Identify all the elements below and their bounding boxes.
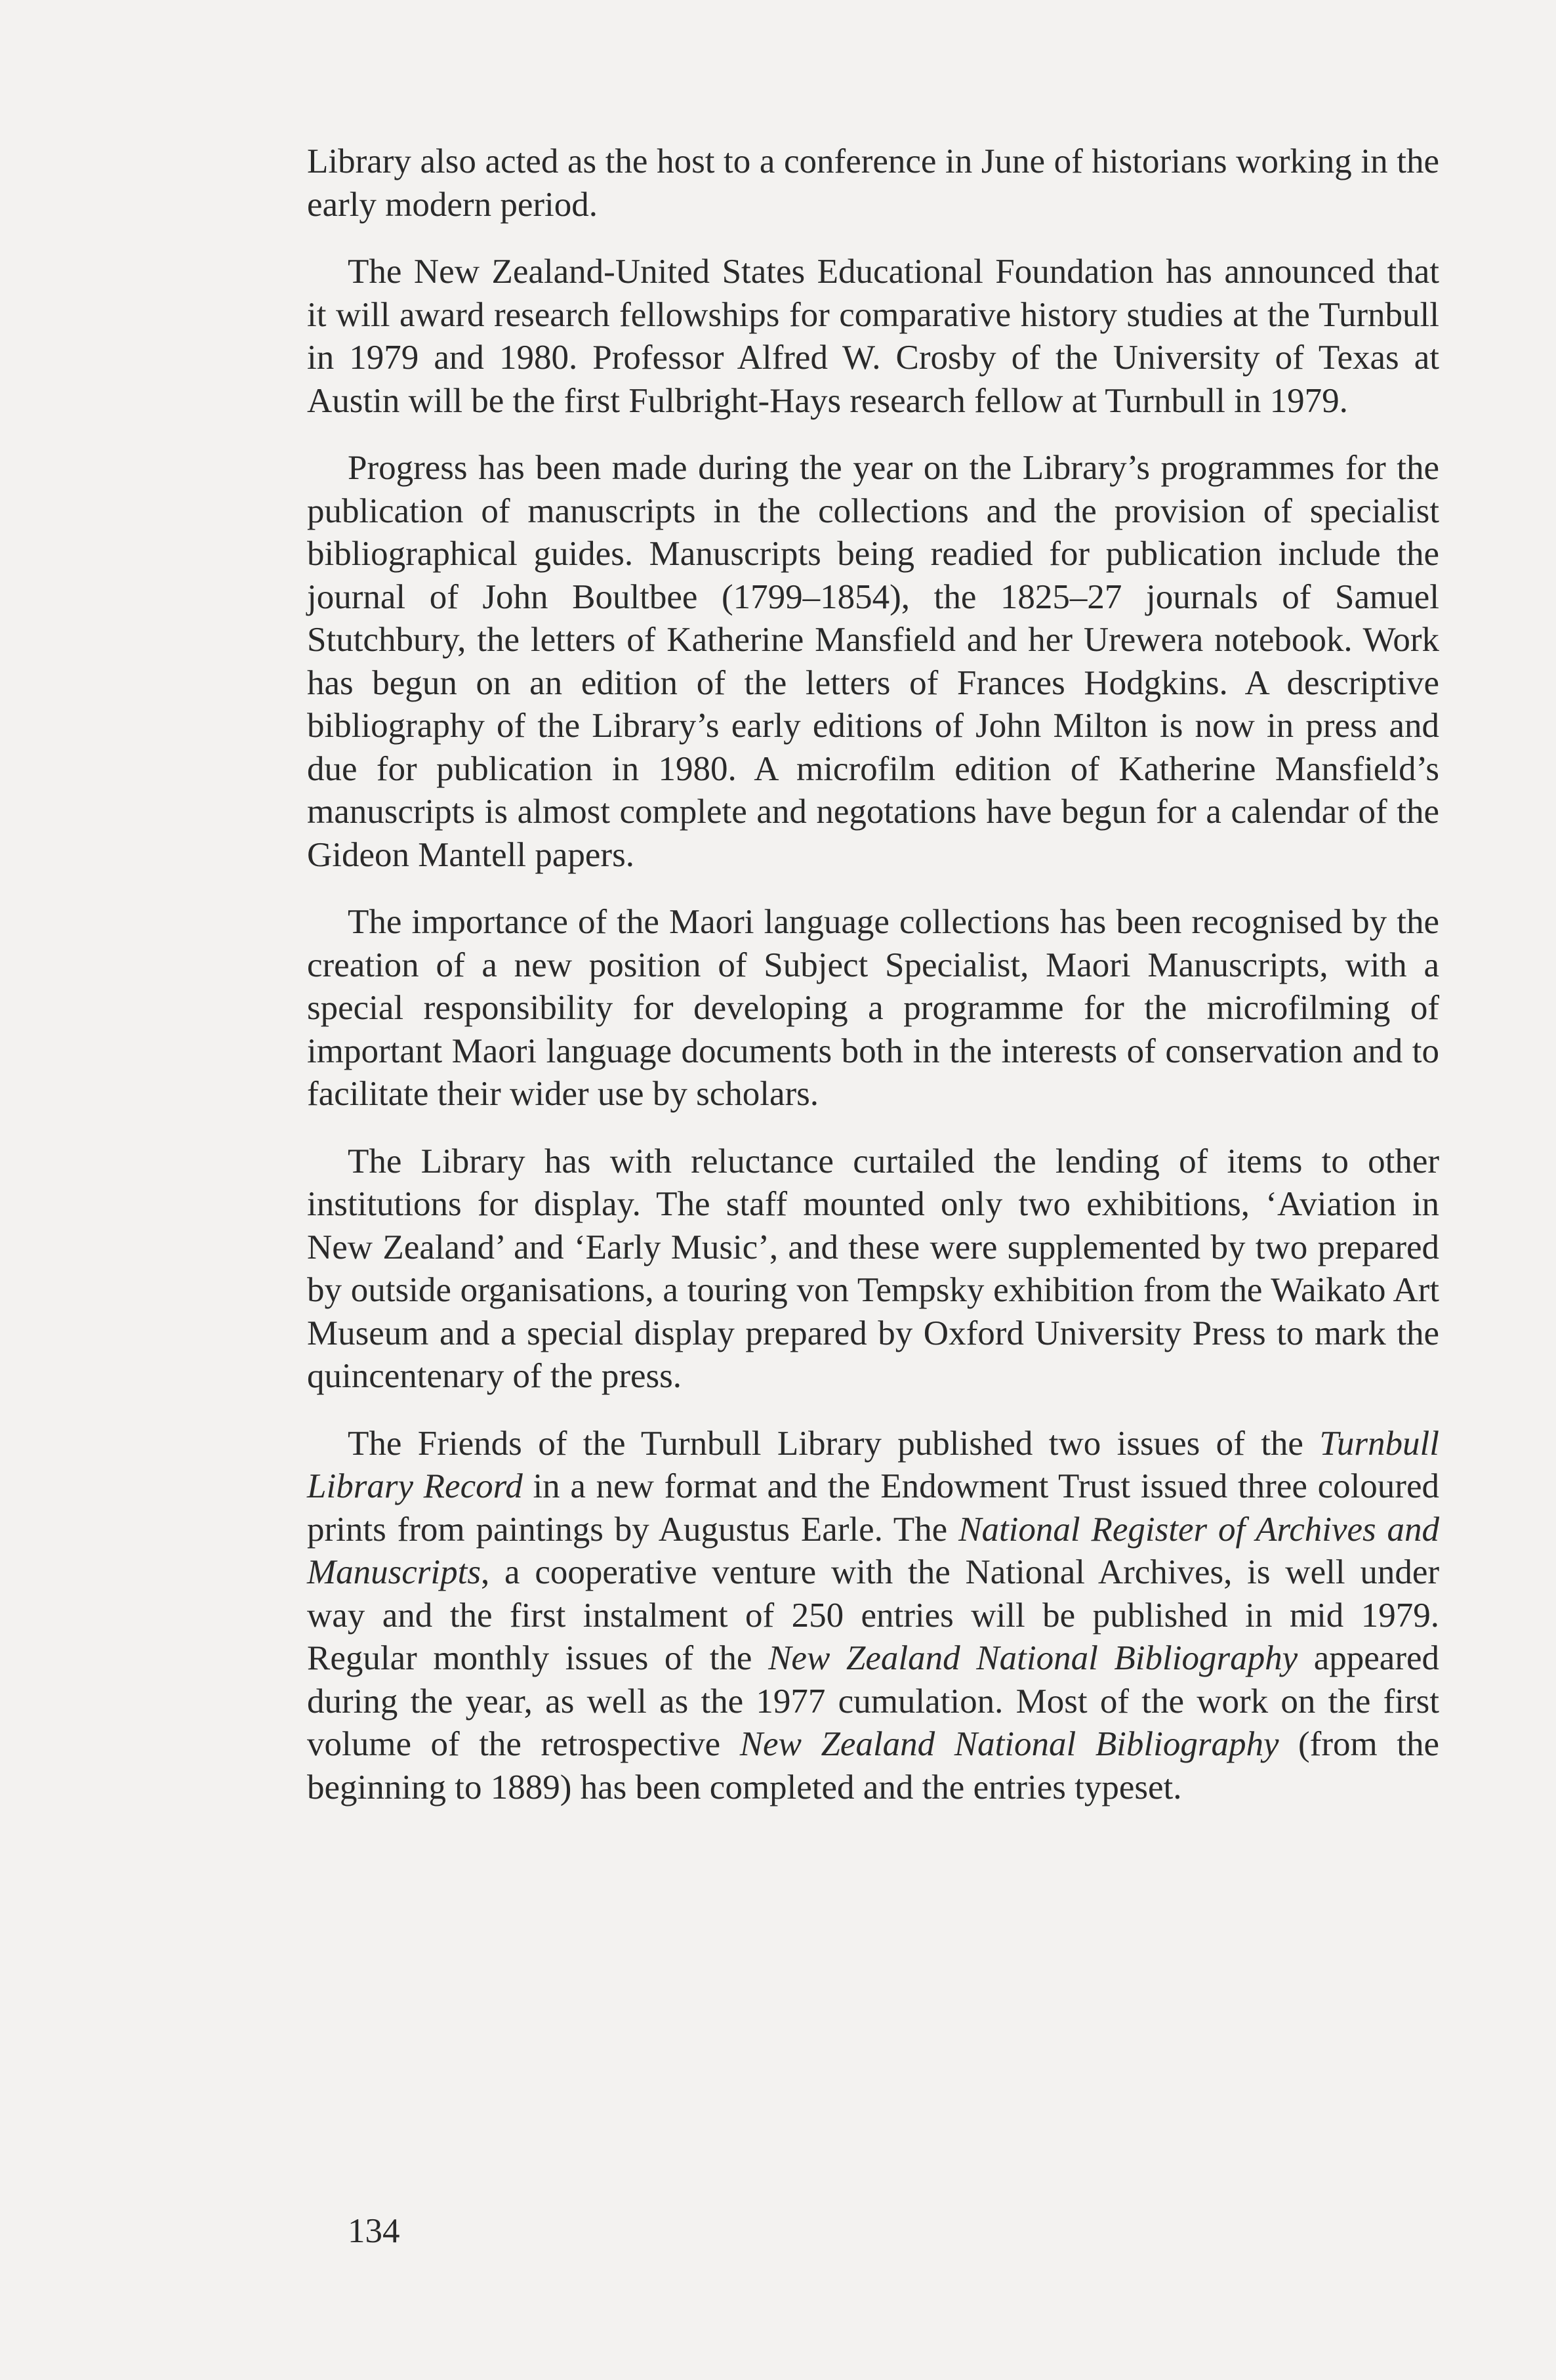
paragraph-maori-collections bbox=[307, 901, 1439, 1116]
paragraph-text: The Library has with reluctance curtailed the lending of items to other institutions for display. The staff mounted only two exhibitions, ‘Aviation in New Zealand’ and ‘Early Music’, and these were supplemented by two prepared by outside organisations, a touring von Tempsky exhibition from the Waikato Art Museum and a special display prepared by Oxford University Press to mark the quincentenary of the press. bbox=[307, 1142, 1439, 1395]
paragraph-publication-programmes bbox=[307, 447, 1439, 877]
paragraph-text: The New Zealand-United States Educational Foundation has announced that it will award research fellowships for comparative history studies at the Turnbull in 1979 and 1980. Professor Alfred W. Crosby of the University of Texas at Austin will be the first Fulbright-Hays research fellow at Turnbull in 1979. bbox=[307, 253, 1439, 420]
paragraph-text: The Friends of the Turnbull Library published two issues of the bbox=[348, 1424, 1320, 1463]
title-turnbull-library-record: Turnbull Library Record bbox=[307, 1424, 1439, 1505]
paragraph-friends-publications bbox=[307, 1423, 1439, 1810]
paragraph-text: Library also acted as the host to a conference in June of historians working in the early modern period. bbox=[307, 142, 1439, 224]
page-number: 134 bbox=[348, 2212, 400, 2250]
paragraph-fellowships bbox=[307, 251, 1439, 423]
title-nz-national-bibliography-retrospective: New Zealand National Bibliography bbox=[739, 1725, 1279, 1763]
paragraph-text: , a cooperative venture with the National Archives, is well under way and the first instalment of 250 entries will be published in mid 1979. Regular monthly issues of the bbox=[307, 1553, 1439, 1677]
paragraph-exhibitions bbox=[307, 1140, 1439, 1398]
paragraph-conference bbox=[307, 140, 1439, 226]
title-nz-national-bibliography: New Zealand National Bibliography bbox=[768, 1639, 1298, 1677]
paragraph-text: (from the beginning to 1889) has been completed and the entries typeset. bbox=[307, 1725, 1439, 1806]
paragraph-text: Progress has been made during the year on the Library’s programmes for the publication of manuscripts in the collections and the provision of specialist bibliographical guides. Manuscripts being readied for publication include the journal of John Boultbee (1799–1854), the 1825–27 journals of Samuel Stutchbury, the letters of Katherine Mansfield and her Urewera notebook. Work has begun on an edition of the letters of Frances Hodgkins. A descriptive bibliography of the Library’s early editions of John Milton is now in press and due for publication in 1980. A microfilm edition of Katherine Mansfield’s manuscripts is almost complete and negotations have begun for a calendar of the Gideon Mantell papers. bbox=[307, 449, 1439, 874]
body-text bbox=[307, 140, 1439, 1833]
paragraph-text: in a new format and the Endowment Trust issued three coloured prints from paintings by Augustus Earle. The bbox=[307, 1467, 1439, 1549]
paragraph-text: The importance of the Maori language collections has been recognised by the creation of a new position of Subject Specialist, Maori Manuscripts, with a special responsibility for developing a programme for the microfilming of important Maori language documents both in the interests of conservation and to facilitate their wider use by scholars. bbox=[307, 903, 1439, 1113]
title-national-register: National Register of Archives and Manuscripts bbox=[307, 1510, 1440, 1591]
paragraph-text: appeared during the year, as well as the 1977 cumulation. Most of the work on the first volume of the retrospective bbox=[307, 1639, 1439, 1763]
